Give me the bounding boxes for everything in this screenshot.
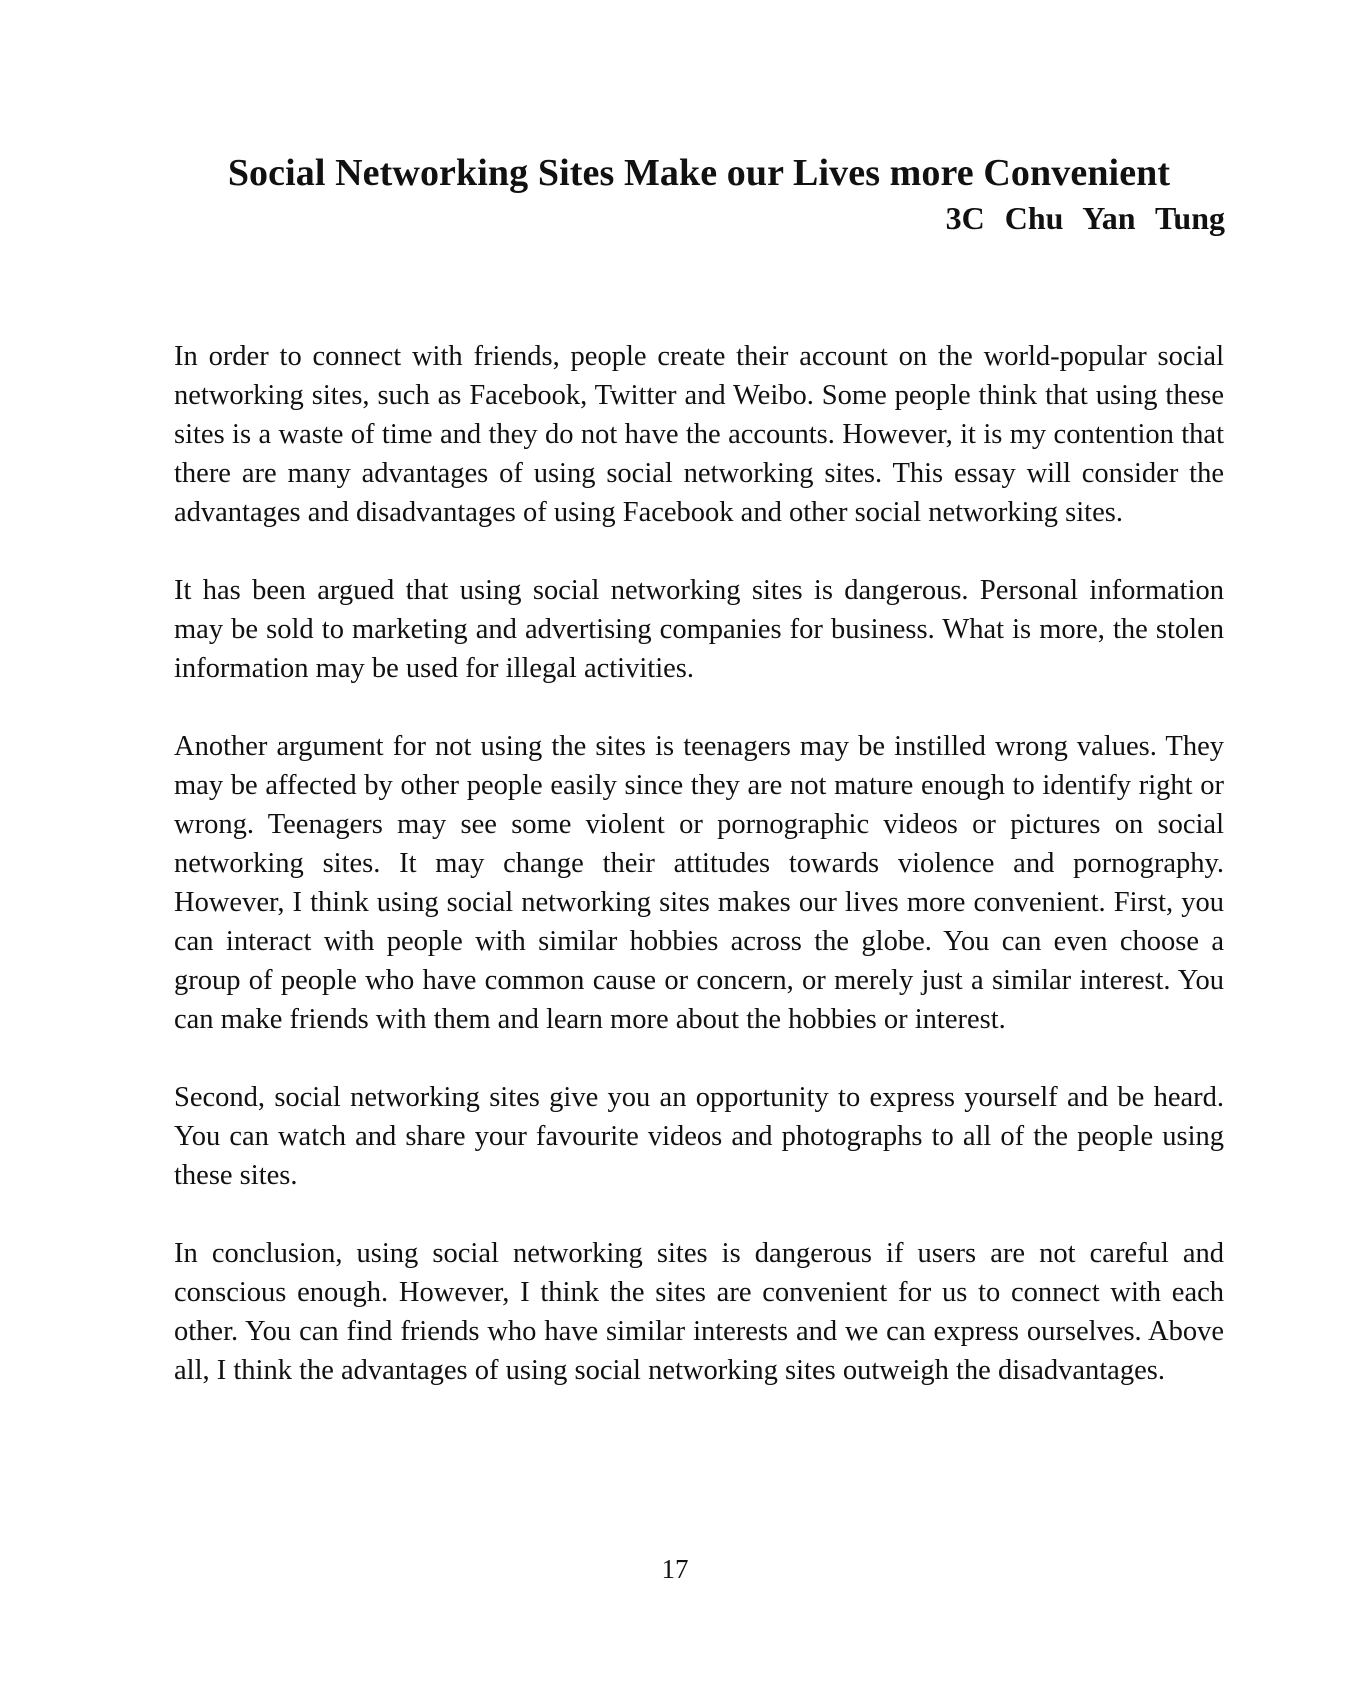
paragraph-self-expression: Second, social networking sites give you an opportunity to express yourself and be heard. You can watch and share your favourite videos and photographs to all of the people using these sites. — [174, 1082, 1224, 1191]
page-number: 17 — [661, 1554, 689, 1584]
paragraph-conclusion: In conclusion, using social networking sites is dangerous if users are not careful and conscious enough. However, I think the sites are convenient for us to connect with each other. You can find friends who have similar interests and we can express ourselves. Above all, I think the advantages of using social networking sites outweigh the disadvantages. — [174, 1238, 1224, 1386]
essay-body — [174, 337, 1224, 1429]
paragraph-danger-argument: It has been argued that using social networking sites is dangerous. Personal information may be sold to marketing and advertising companies for business. What is more, the stolen information may be used for illegal activities. — [174, 575, 1224, 684]
paragraph-values-argument: Another argument for not using the sites is teenagers may be instilled wrong values. They may be affected by other people easily since they are not mature enough to identify right or wrong. Teenagers may see some violent or pornographic videos or pictures on social networking sites. It may change their attitudes towards violence and pornography. However, I think using social networking sites makes our lives more convenient. First, you can interact with people with similar hobbies across the globe. You can even choose a group of people who have common cause or concern, or merely just a similar interest. You can make friends with them and learn more about the hobbies or interest. — [174, 731, 1224, 1035]
paragraph-introduction: In order to connect with friends, people create their account on the world-popular social networking sites, such as Facebook, Twitter and Weibo. Some people think that using these sites is a waste of time and they do not have the accounts. However, it is my contention that there are many advantages of using social networking sites. This essay will consider the advantages and disadvantages of using Facebook and other social networking sites. — [174, 341, 1224, 528]
essay-author: 3C Chu Yan Tung — [945, 200, 1225, 236]
essay-title: Social Networking Sites Make our Lives more Convenient — [227, 152, 1171, 194]
